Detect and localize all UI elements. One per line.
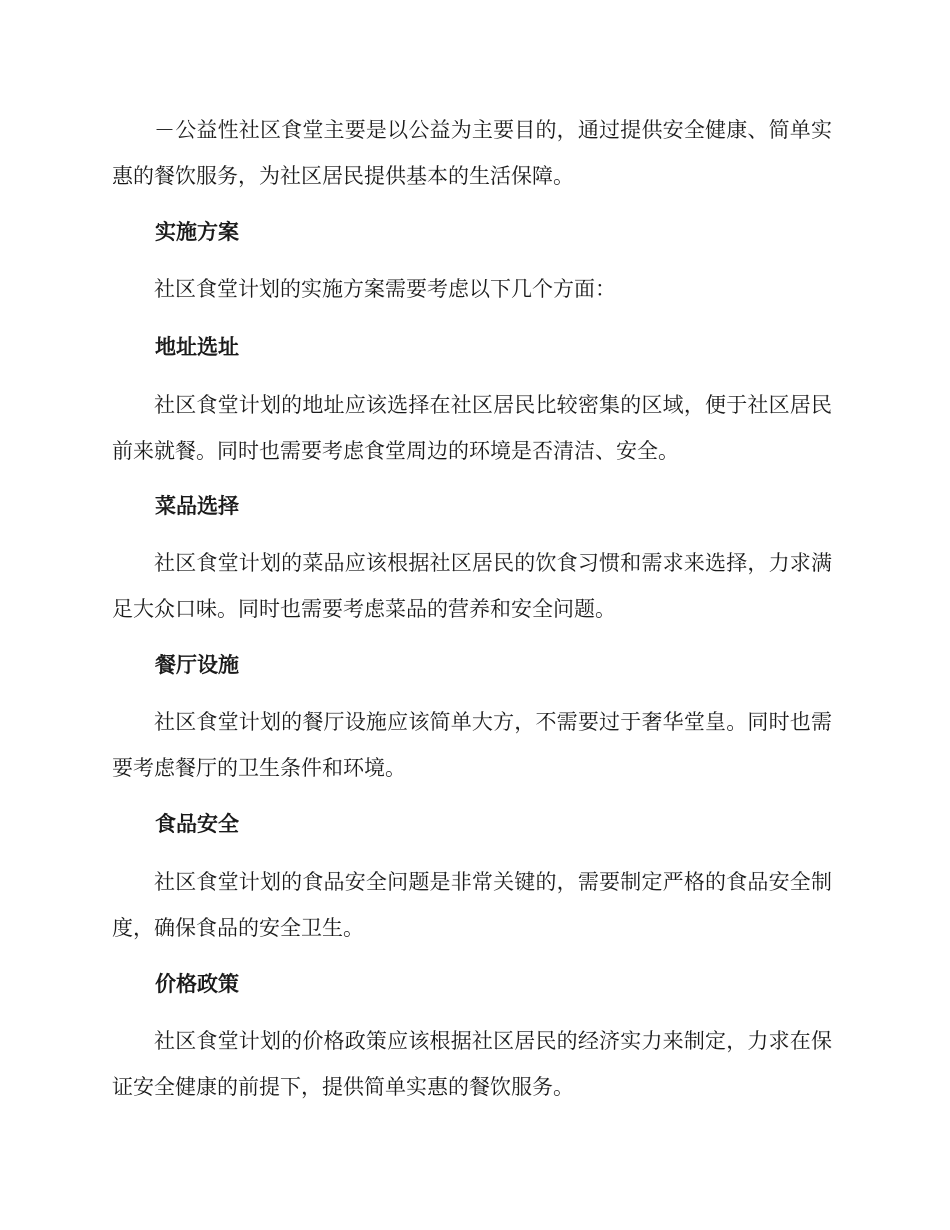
- subsection-heading-site: 地址选址: [155, 335, 239, 359]
- subsection-heading-dishes: 菜品选择: [155, 494, 239, 518]
- section-intro: 社区食堂计划的实施方案需要考虑以下几个方面：: [154, 277, 616, 301]
- subsection-heading-food-safety: 食品安全: [155, 812, 239, 836]
- intro-paragraph: －公益性社区食堂主要是以公益为主要目的，通过提供安全健康、简单实惠的餐饮服务，为社区居民提供基本的生活保障。: [112, 118, 832, 188]
- subsection-body-food-safety: 社区食堂计划的食品安全问题是非常关键的，需要制定严格的食品安全制度，确保食品的安全卫生。: [112, 870, 832, 940]
- subsection-body-dishes: 社区食堂计划的菜品应该根据社区居民的饮食习惯和需求来选择，力求满足大众口味。同时也需要考虑菜品的营养和安全问题。: [112, 551, 832, 621]
- subsection-heading-pricing: 价格政策: [155, 972, 239, 996]
- subsection-body-facilities: 社区食堂计划的餐厅设施应该简单大方，不需要过于奢华堂皇。同时也需要考虑餐厅的卫生条件和环境。: [112, 710, 832, 780]
- subsection-body-site: 社区食堂计划的地址应该选择在社区居民比较密集的区域，便于社区居民前来就餐。同时也需要考虑食堂周边的环境是否清洁、安全。: [112, 393, 832, 463]
- subsection-heading-facilities: 餐厅设施: [155, 653, 239, 677]
- section-title: 实施方案: [155, 220, 239, 244]
- subsection-body-pricing: 社区食堂计划的价格政策应该根据社区居民的经济实力来制定，力求在保证安全健康的前提下，提供简单实惠的餐饮服务。: [112, 1029, 832, 1099]
